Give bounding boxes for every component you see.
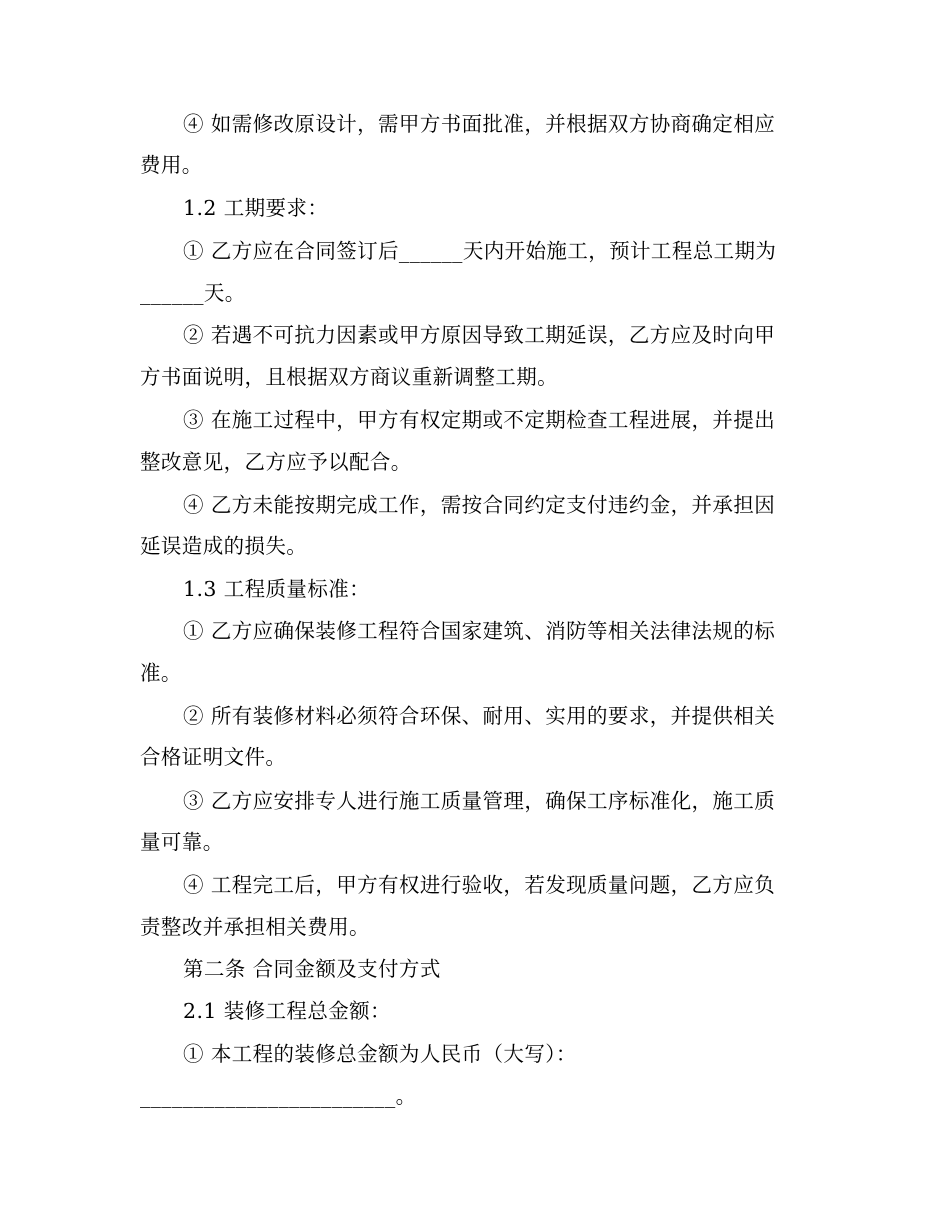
paragraph-line: 方书面说明，且根据双方商议重新调整工期。 [140,365,558,389]
paragraph-line: ④ 工程完工后，甲方有权进行验收，若发现质量问题，乙方应负 [183,873,776,897]
paragraph-line: ② 所有装修材料必须符合环保、耐用、实用的要求，并提供相关 [183,704,776,728]
paragraph-line: 准。 [140,661,182,685]
paragraph-line: 费用。 [140,153,203,177]
paragraph-line: 合格证明文件。 [140,745,287,769]
paragraph-line: ② 若遇不可抗力因素或甲方原因导致工期延误，乙方应及时向甲 [183,323,776,347]
article-heading: 第二条 合同金额及支付方式 [183,957,441,981]
paragraph-line: ① 乙方应确保装修工程符合国家建筑、消防等相关法律法规的标 [183,619,776,643]
paragraph-line: ① 乙方应在合同签订后______天内开始施工，预计工程总工期为 [183,239,777,263]
blank-amount-line: ________________________。 [140,1084,417,1108]
section-heading: 1.2 工期要求： [183,196,329,220]
section-heading: 1.3 工程质量标准： [183,577,371,601]
paragraph-line: 量可靠。 [140,830,224,854]
paragraph-line: 整改意见，乙方应予以配合。 [140,450,412,474]
paragraph-line: ③ 乙方应安排专人进行施工质量管理，确保工序标准化，施工质 [183,789,776,813]
paragraph-line: ④ 乙方未能按期完成工作，需按合同约定支付违约金，并承担因 [183,493,776,517]
paragraph-line: 延误造成的损失。 [140,534,308,558]
paragraph-line: 责整改并承担相关费用。 [140,915,370,939]
paragraph-line: ① 本工程的装修总金额为人民币（大写）： [183,1042,577,1066]
paragraph-line: ④ 如需修改原设计，需甲方书面批准，并根据双方协商确定相应 [183,112,776,136]
paragraph-line: ______天。 [140,281,246,305]
section-heading: 2.1 装修工程总金额： [183,999,391,1023]
paragraph-line: ③ 在施工过程中，甲方有权定期或不定期检查工程进展，并提出 [183,408,776,432]
